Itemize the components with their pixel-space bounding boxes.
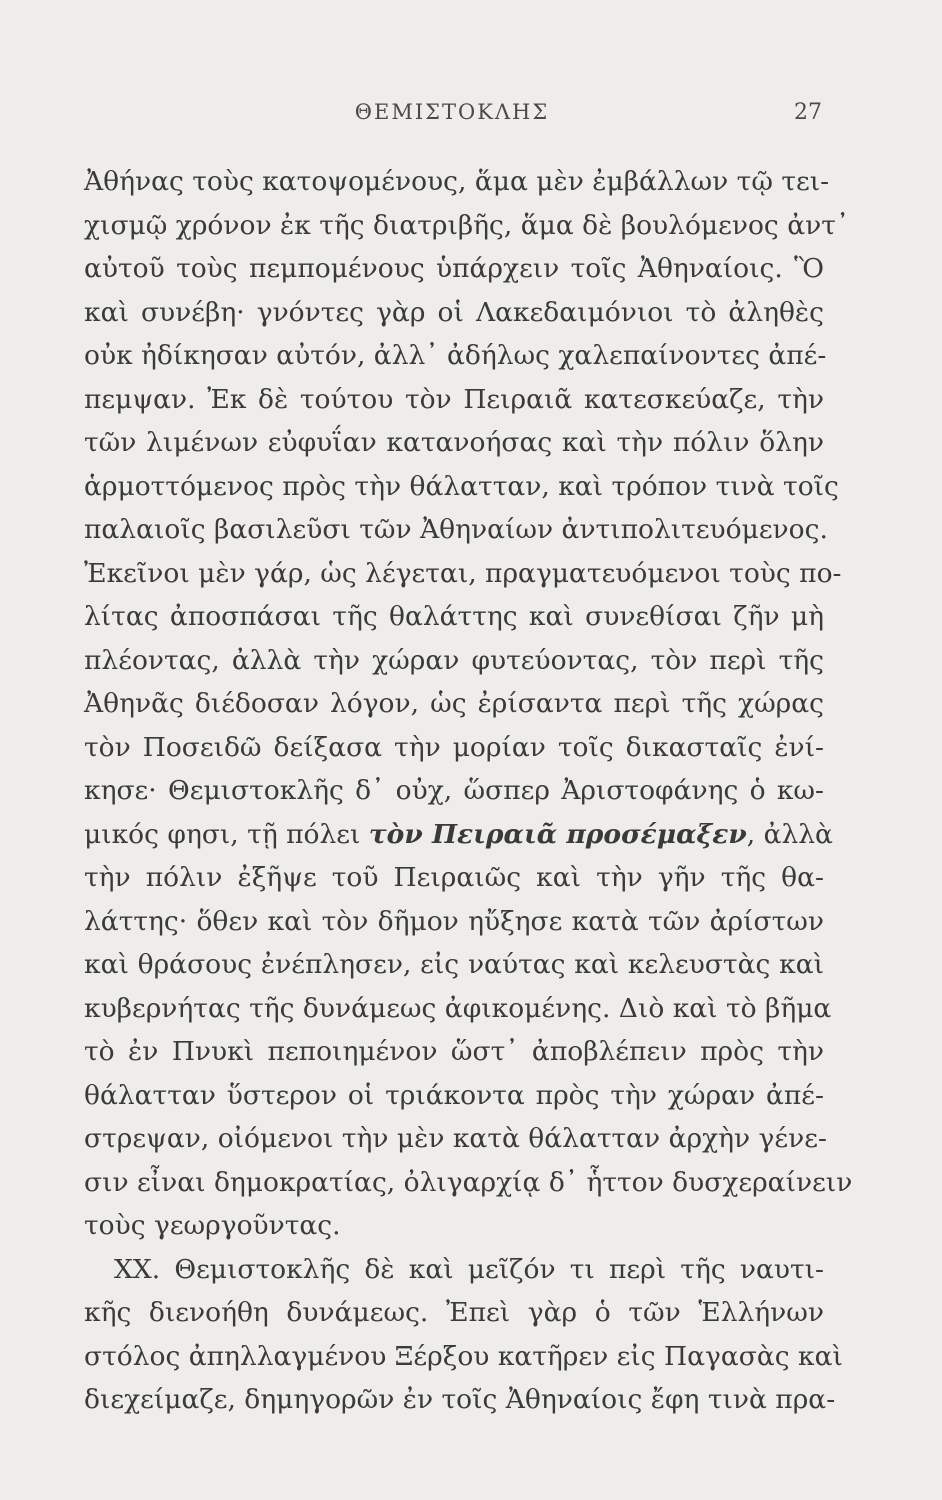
body-text	[84, 160, 853, 1422]
text-line-with-emphasis	[84, 813, 833, 857]
text-segment: μικός φησι, τῇ πόλει	[84, 818, 361, 850]
running-title: ΘΕΜΙΣΤΟΚΛΗΣ	[354, 100, 550, 124]
text-line: λίτας ἀποσπάσαι τῆς θαλάττης καὶ συνεθίσαι ζῆν μὴ	[84, 601, 824, 632]
text-line: θάλατταν ὕστερον οἱ τριάκοντα πρὸς τὴν χώραν ἀπέ-	[84, 1079, 824, 1111]
text-line: καὶ θράσους ἐνέπλησεν, εἰς ναύτας καὶ κελευστὰς καὶ	[84, 949, 824, 980]
text-line: τὸν Ποσειδῶ δείξασα τὴν μορίαν τοῖς δικασταῖς ἐνί-	[84, 731, 824, 763]
text-line: οὐκ ἠδίκησαν αὐτόν, ἀλλ᾽ ἀδήλως χαλεπαίνοντες ἀπέ-	[84, 340, 827, 371]
text-line: παλαιοῖς βασιλεῦσι τῶν Ἀθηναίων ἀντιπολιτευόμενος.	[84, 514, 828, 545]
text-line: τὴν πόλιν ἐξῆψε τοῦ Πειραιῶς καὶ τὴν γῆν τῆς θα-	[84, 862, 824, 893]
running-head	[82, 100, 822, 130]
text-line: τοὺς γεωργοῦντας.	[84, 1210, 341, 1241]
text-line: Ἀθήνας τοὺς κατοψομένους, ἅμα μὲν ἐμβάλλων τῷ τει-	[84, 166, 830, 197]
emphasized-quote: τὸν Πειραιᾶ προσέμαξεν	[368, 818, 747, 850]
text-line: κησε· Θεμιστοκλῆς δ᾽ οὐχ, ὥσπερ Ἀριστοφάνης ὁ κω-	[84, 775, 824, 806]
text-line: ἁρμοττόμενος πρὸς τὴν θάλατταν, καὶ τρόπον τινὰ τοῖς	[84, 470, 839, 502]
text-line: στόλος ἀπηλλαγμένου Ξέρξου κατῆρεν εἰς Παγασὰς καὶ	[84, 1340, 843, 1372]
text-line: κῆς διενοήθη δυνάμεως. Ἐπεὶ γὰρ ὁ τῶν Ἑλλήνων	[84, 1297, 824, 1328]
chapter-start-line: XX. Θεμιστοκλῆς δὲ καὶ μεῖζόν τι περὶ τῆς ναυτι-	[114, 1253, 824, 1285]
text-line: λάττης· ὅθεν καὶ τὸν δῆμον ηὔξησε κατὰ τῶν ἀρίστων	[84, 905, 824, 937]
text-line: σιν εἶναι δημοκρατίας, ὀλιγαρχίᾳ δ᾽ ἧττον δυσχεραίνειν	[84, 1166, 853, 1198]
text-line: πλέοντας, ἀλλὰ τὴν χώραν φυτεύοντας, τὸν περὶ τῆς	[84, 644, 824, 676]
text-line: τῶν λιμένων εὐφυΐαν κατανοήσας καὶ τὴν πόλιν ὅλην	[84, 427, 824, 458]
text-line: διεχείμαζε, δημηγορῶν ἐν τοῖς Ἀθηναίοις ἔφη τινὰ πρα-	[84, 1384, 836, 1415]
text-line: χισμῷ χρόνον ἐκ τῆς διατριβῆς, ἅμα δὲ βουλόμενος ἀντ᾽	[84, 209, 850, 241]
text-line: αὐτοῦ τοὺς πεμπομένους ὑπάρχειν τοῖς Ἀθηναίοις. Ὃ	[84, 253, 824, 284]
text-line: τὸ ἐν Πνυκὶ πεποιημένον ὥστ᾽ ἀποβλέπειν πρὸς τὴν	[84, 1036, 824, 1067]
text-line: Ἀθηνᾶς διέδοσαν λόγον, ὡς ἐρίσαντα περὶ τῆς χώρας	[84, 688, 824, 719]
text-segment: , ἀλλὰ	[746, 818, 833, 850]
text-line: πεμψαν. Ἐκ δὲ τούτου τὸν Πειραιᾶ κατεσκεύαζε, τὴν	[84, 383, 824, 415]
page-number: 27	[794, 100, 822, 125]
text-line: στρεψαν, οἰόμενοι τὴν μὲν κατὰ θάλατταν ἀρχὴν γένε-	[84, 1123, 827, 1154]
text-line: κυβερνήτας τῆς δυνάμεως ἀφικομένης. Διὸ καὶ τὸ βῆμα	[84, 992, 832, 1024]
text-line: καὶ συνέβη· γνόντες γὰρ οἱ Λακεδαιμόνιοι τὸ ἀληθὲς	[84, 296, 824, 328]
text-line: Ἐκεῖνοι μὲν γάρ, ὡς λέγεται, πραγματευόμενοι τοὺς πο-	[84, 557, 842, 589]
